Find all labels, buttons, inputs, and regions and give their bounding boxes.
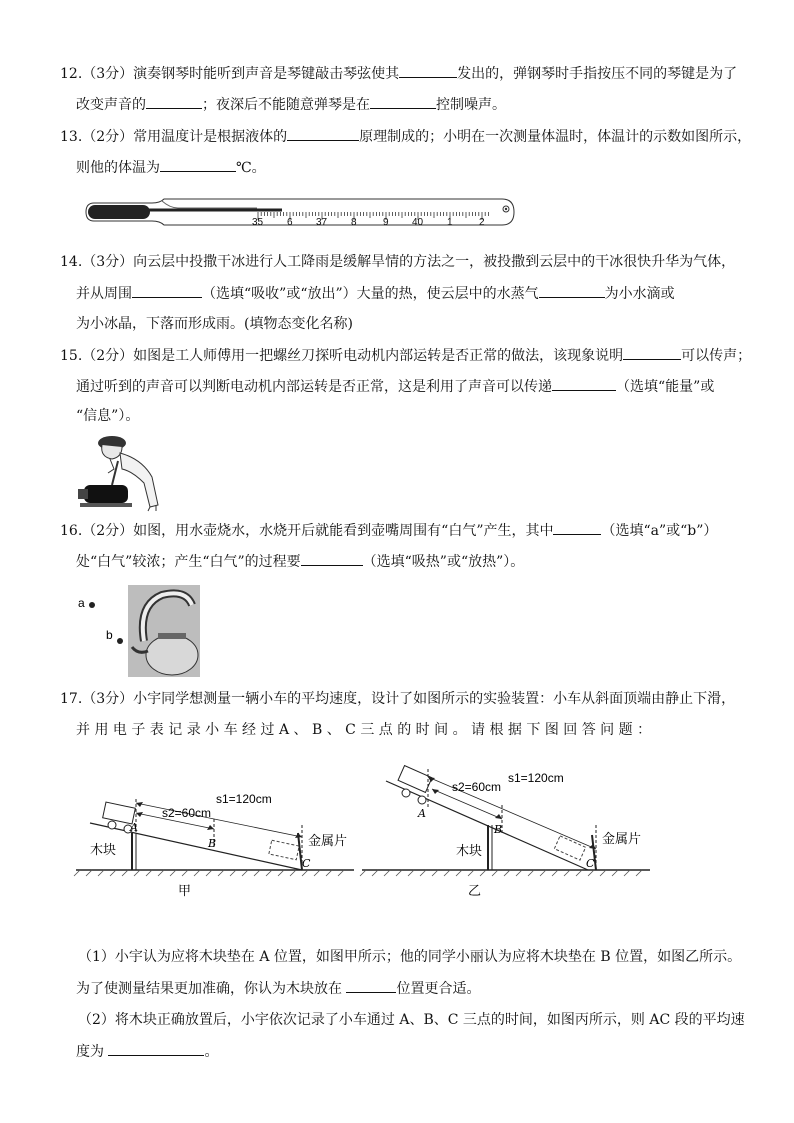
- q17-sub1-text-a: 为了使测量结果更加准确，你认为木块放在: [76, 981, 342, 997]
- q17-sub2-line1: （2）将木块正确放置后，小宇依次记录了小车通过 A、B、C 三点的时间，如图丙所示，则 AC 段的平均速: [78, 1012, 745, 1028]
- q16-line2: [76, 551, 524, 572]
- q15-text-d: （选填“能量”或: [616, 379, 715, 395]
- q15-text-b: 可以传声；: [681, 348, 752, 364]
- yi-point-b: B: [494, 823, 503, 836]
- point-b-dot: [117, 638, 123, 644]
- thermo-tick-label: 35: [252, 217, 264, 228]
- thermo-tick-label: 40: [412, 217, 424, 228]
- q13-text-d: ℃。: [236, 160, 266, 176]
- q16-text-c: 处“白气”较浓；产生“白气”的过程要: [76, 554, 301, 570]
- jia-block-label: 木块: [90, 843, 117, 858]
- jia-s1-label: s1=120cm: [216, 792, 272, 806]
- q15-text-c: 通过听到的声音可以判断电动机内部运转是否正常，这是利用了声音可以传递: [76, 379, 552, 395]
- jia-point-a: A: [130, 821, 138, 834]
- q15-line2: [76, 376, 714, 397]
- kettle-label-b: b: [106, 628, 113, 642]
- yi-point-c: C: [586, 857, 595, 870]
- jia-caption: 甲: [178, 884, 192, 899]
- yi-block-label: 木块: [456, 844, 483, 859]
- figure-jia: [70, 775, 360, 900]
- q17-sub2-text-a: 度为: [76, 1044, 104, 1060]
- yi-point-a: A: [418, 807, 426, 820]
- figure-yi: [356, 755, 656, 900]
- q14-line1: 14.（3分）向云层中投撒干冰进行人工降雨是缓解旱情的方法之一，被投撒到云层中的干冰很快升华为气体，: [60, 254, 736, 270]
- q12-text-b: 发出的，弹钢琴时手指按压不同的琴键是为了: [457, 66, 738, 82]
- q13-text-b: 原理制成的；小明在一次测量体温时，体温计的示数如图所示，: [359, 129, 752, 145]
- q14-blank-1[interactable]: [132, 283, 202, 298]
- point-a-dot: [89, 602, 95, 608]
- thermo-tick-label: 1: [447, 217, 453, 228]
- jia-metal-label: 金属片: [308, 834, 348, 849]
- q17-sub1-text-b: 位置更合适。: [396, 981, 481, 997]
- q16-blank-2[interactable]: [301, 551, 363, 566]
- jia-point-b: B: [208, 837, 217, 850]
- q15-text-a: 15.（2分）如图是工人师傅用一把螺丝刀探听电动机内部运转是否正常的做法，该现象说明: [60, 348, 624, 364]
- q12-blank-1[interactable]: [399, 63, 457, 78]
- q16-blank-1[interactable]: [553, 520, 601, 535]
- ground-hatch-yi: [360, 870, 642, 876]
- thermo-bulb: [88, 205, 150, 219]
- q15-blank-1[interactable]: [623, 345, 681, 360]
- yi-s1-label: s1=120cm: [508, 771, 564, 785]
- q13-text-c: 则他的体温为: [76, 160, 160, 176]
- q12-blank-3[interactable]: [370, 94, 436, 109]
- thermo-tick-label: 2: [479, 217, 485, 228]
- jia-point-c: C: [302, 857, 311, 870]
- q12-text-e: 控制噪声。: [436, 97, 506, 113]
- q17-sub2-text-b: 。: [204, 1044, 219, 1060]
- q12-blank-2[interactable]: [146, 94, 202, 109]
- q13-blank-1[interactable]: [287, 126, 359, 141]
- q14-text-c: 为小水滴或: [604, 286, 675, 302]
- q17-line1: 17.（3分）小宇同学想测量一辆小车的平均速度，设计了如图所示的实验装置：小车从斜面顶端由静止下滑，: [60, 691, 736, 707]
- q17-line2: 并 用 电 子 表 记 录 小 车 经 过 A 、 B 、 C 三 点 的 时 间 。 请 根 据 下 图 回 答 问 题 ：: [76, 722, 652, 738]
- q17-sub2-blank[interactable]: [108, 1041, 204, 1056]
- q13-blank-2[interactable]: [160, 157, 236, 172]
- q16-line1: [60, 520, 717, 541]
- q17-sub2-line2: [76, 1041, 218, 1062]
- ground-hatch-jia: [74, 870, 344, 876]
- q17-sub1-line1: （1）小宇认为应将木块垫在 A 位置，如图甲所示；他的同学小丽认为应将木块垫在 B 位置，如图乙所示。: [78, 949, 742, 965]
- q15-blank-2[interactable]: [552, 376, 616, 391]
- thermo-tick-label: 6: [287, 217, 293, 228]
- q14-text-a: 并从周围: [76, 286, 132, 302]
- q17-sub1-blank[interactable]: [346, 978, 396, 993]
- thermometer-figure: [82, 195, 522, 229]
- q13-text-a: 13.（2分）常用温度计是根据液体的: [60, 129, 288, 145]
- q16-text-b: （选填“a”或“b”）: [601, 523, 718, 539]
- q15-line1: [60, 345, 751, 366]
- q16-text-a: 16.（2分）如图，用水壶烧水，水烧开后就能看到壶嘴周围有“白气”产生，其中: [60, 523, 554, 539]
- q13-line1: [60, 126, 751, 147]
- q12-text-d: ；夜深后不能随意弹琴是在: [202, 97, 370, 113]
- thermo-tick-label: 8: [351, 217, 357, 228]
- q14-line3: 为小冰晶，下落而形成雨。(填物态变化名称): [76, 316, 353, 332]
- yi-caption: 乙: [468, 884, 482, 899]
- jia-s2-label: s2=60cm: [162, 806, 212, 820]
- q14-line2: [76, 283, 675, 304]
- q17-sub1-line2: [76, 978, 480, 999]
- q12-line2: [76, 94, 506, 115]
- q12-text-a: 12.（3分）演奏钢琴时能听到声音是琴键敲击琴弦使其: [60, 66, 400, 82]
- yi-s2-label: s2=60cm: [452, 780, 502, 794]
- yi-metal-label: 金属片: [602, 832, 642, 847]
- worker-motor-illustration: [72, 433, 182, 513]
- q14-text-b: （选填“吸收”或“放出”）大量的热，使云层中的水蒸气: [202, 286, 539, 302]
- q13-line2: [76, 157, 266, 178]
- q12-text-c: 改变声音的: [76, 97, 146, 113]
- q15-line3: “信息”）。: [76, 408, 140, 424]
- q12-line1: [60, 63, 737, 84]
- kettle-label-a: a: [78, 596, 85, 610]
- q14-blank-2[interactable]: [539, 283, 605, 298]
- kettle-illustration: [74, 585, 200, 677]
- thermo-tick-label: 9: [383, 217, 389, 228]
- q16-text-d: （选填“吸热”或“放热”）。: [362, 554, 525, 570]
- thermo-tick-label: 37: [316, 217, 328, 228]
